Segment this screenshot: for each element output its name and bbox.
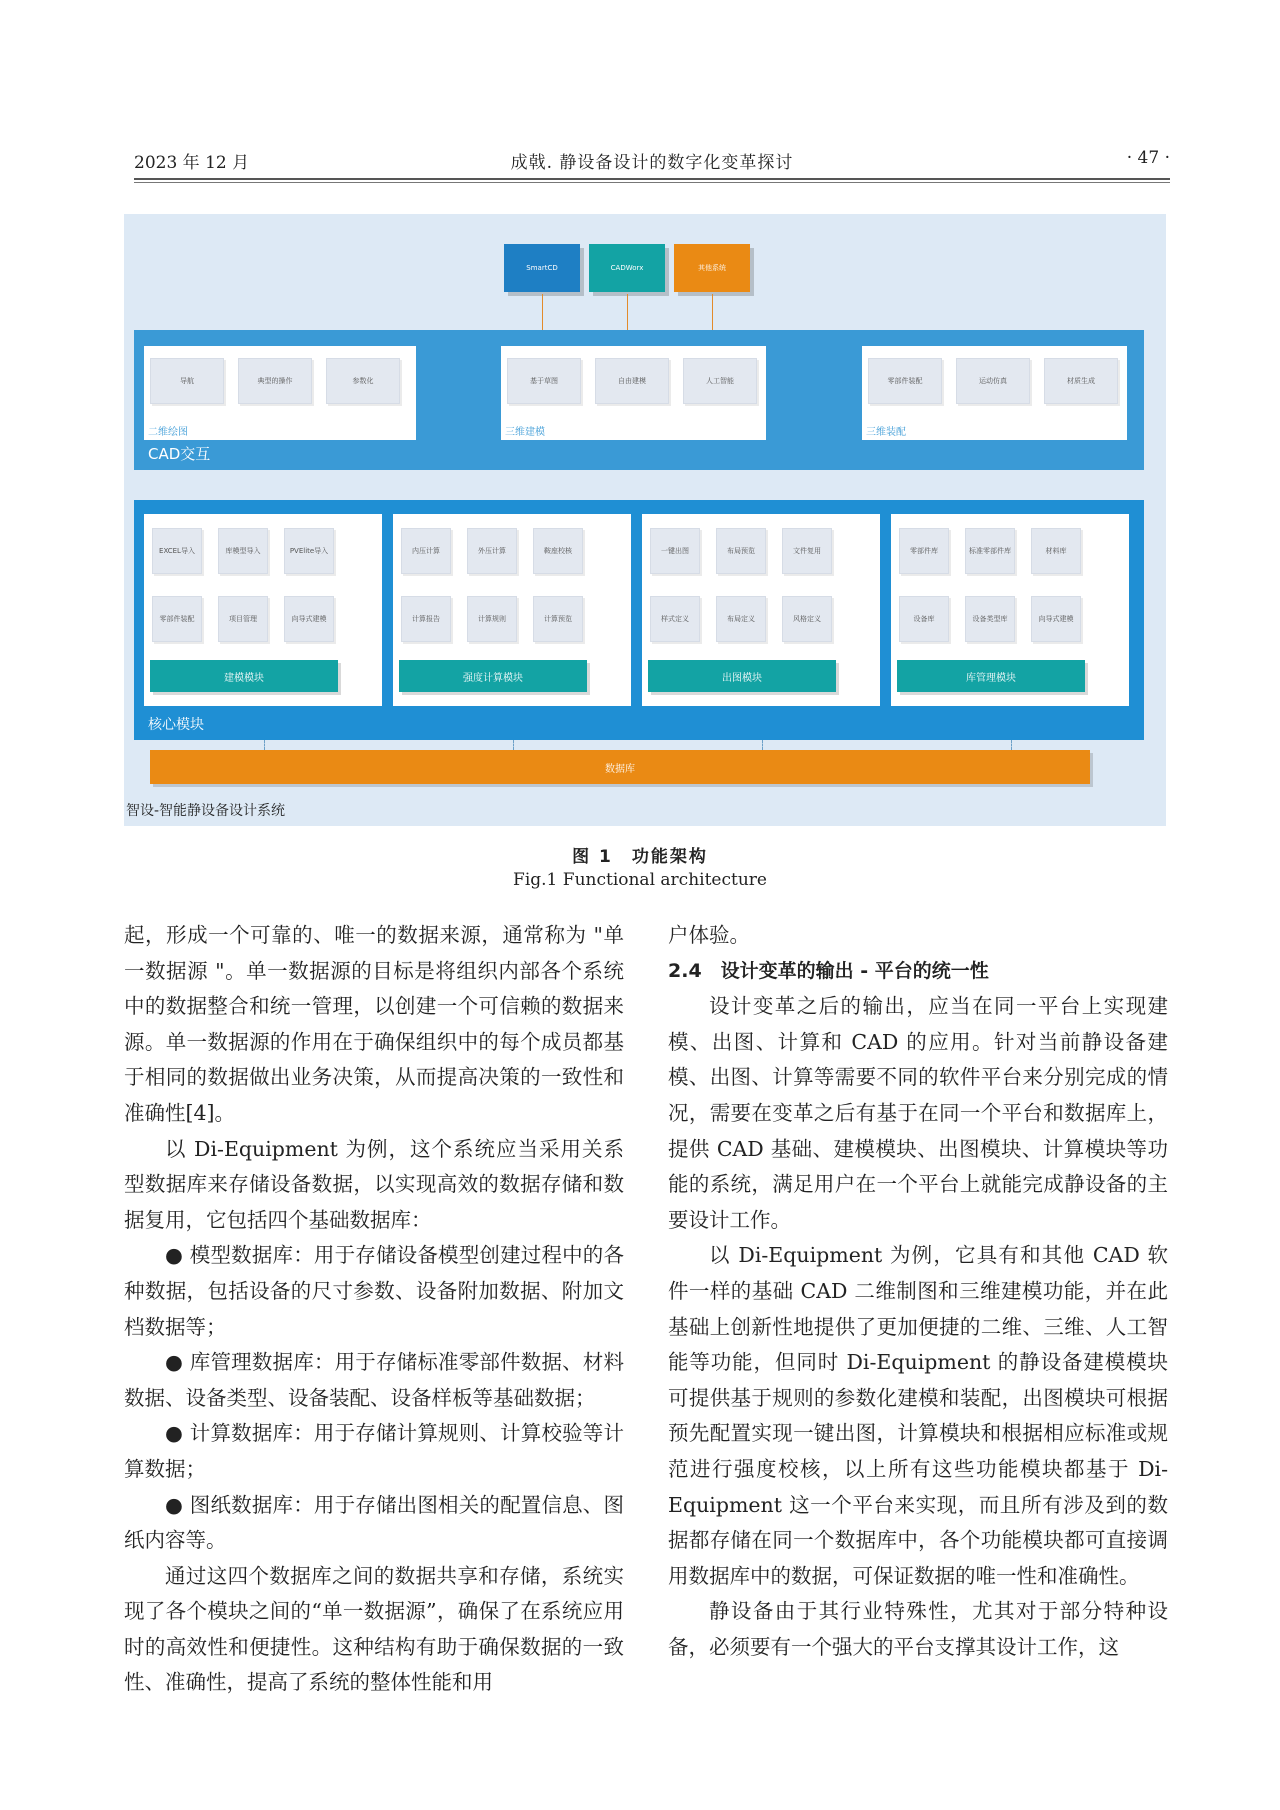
module-item: 文件复用 — [782, 528, 832, 574]
db-connector — [1011, 740, 1012, 750]
module-item: 设备类型库 — [965, 596, 1015, 642]
header-rule — [134, 178, 1170, 180]
cad-item: 人工智能 — [683, 358, 757, 404]
module-item: 外压计算 — [467, 528, 517, 574]
cad-item: 基于草图 — [507, 358, 581, 404]
db-connector — [264, 740, 265, 750]
figure-caption-en: Fig.1 Functional architecture — [513, 870, 767, 890]
cad-group-label: 三维装配 — [866, 427, 906, 438]
module-item: 设备库 — [899, 596, 949, 642]
module-title-bar: 出图模块 — [648, 660, 836, 692]
module-panel-strength-calc — [393, 514, 631, 706]
cad-item: 典型的操作 — [238, 358, 312, 404]
cad-layer — [134, 330, 1144, 470]
architecture-figure — [124, 214, 1166, 826]
core-layer — [134, 500, 1144, 740]
module-item: 库模型导入 — [218, 528, 268, 574]
module-title-bar: 库管理模块 — [897, 660, 1085, 692]
header-page-number: · 47 · — [1126, 148, 1170, 168]
module-item: 项目管理 — [218, 596, 268, 642]
module-item: 计算报告 — [401, 596, 451, 642]
module-item: 向导式建模 — [1031, 596, 1081, 642]
cad-item: 自由建模 — [595, 358, 669, 404]
module-item: PVElite导入 — [284, 528, 334, 574]
right-column — [668, 918, 1168, 1665]
module-item: 材料库 — [1031, 528, 1081, 574]
connector-line — [712, 294, 713, 330]
module-item: 鞍座校核 — [533, 528, 583, 574]
module-item: 内压计算 — [401, 528, 451, 574]
paragraph: 户体验。 — [668, 923, 750, 947]
paragraph: 以 Di-Equipment 为例，它具有和其他 CAD 软件一样的基础 CAD 二维制图和三维建模功能，并在此基础上创新性地提供了更加便捷的二维、三维、人工智能等功能，但同时 Di-Equipment 的静设备建模模块可提供基于规则的参数化建模和装配，出图模块可根据预先配置实现一键出图，计算模块和根据相应标准或规范进行强度校核，以上所有这些功能模块都基于 Di-Equipment 这一个平台来实现，而且所有涉及到的数据都存储在同一个数据库中，各个功能模块都可直接调用数据库中的数据，可保证数据的唯一性和准确性。 — [668, 1243, 1168, 1588]
module-item: 风格定义 — [782, 596, 832, 642]
cad-item: 零部件装配 — [868, 358, 942, 404]
system-label: 智设-智能静设备设计系统 — [126, 803, 286, 819]
running-header — [134, 148, 1170, 178]
module-item: 计算规则 — [467, 596, 517, 642]
left-column — [124, 918, 624, 1701]
header-rule-thin — [134, 182, 1170, 183]
software-box-cadworx: CADWorx — [589, 244, 665, 292]
module-item: 零部件库 — [899, 528, 949, 574]
module-item: 计算预览 — [533, 596, 583, 642]
cad-group-label: 二维绘图 — [148, 427, 188, 438]
module-item: 标准零部件库 — [965, 528, 1015, 574]
connector-line — [627, 294, 628, 330]
db-connector — [762, 740, 763, 750]
cad-item: 材质生成 — [1044, 358, 1118, 404]
database-bar: 数据库 — [150, 750, 1090, 784]
software-box-smartcd: SmartCD — [504, 244, 580, 292]
module-title-bar: 强度计算模块 — [399, 660, 587, 692]
cad-group-2d — [144, 346, 416, 440]
cad-item: 导航 — [150, 358, 224, 404]
module-item: 向导式建模 — [284, 596, 334, 642]
cad-group-3d-assembly — [862, 346, 1127, 440]
module-item: 布局预览 — [716, 528, 766, 574]
cad-group-3d-modeling — [501, 346, 766, 440]
cad-item: 参数化 — [326, 358, 400, 404]
paragraph: 设计变革之后的输出，应当在同一平台上实现建模、出图、计算和 CAD 的应用。针对当前静设备建模、出图、计算等需要不同的软件平台来分别完成的情况，需要在变革之后有基于在同一个平台和数据库上，提供 CAD 基础、建模模块、出图模块、计算模块等功能的系统，满足用户在一个平台上就能完成静设备的主要设计工作。 — [668, 994, 1168, 1232]
module-title-bar: 建模模块 — [150, 660, 338, 692]
figure-caption-cn: 图 1 功能架构 — [572, 847, 708, 867]
bullet-item: ● 图纸数据库：用于存储出图相关的配置信息、图纸内容等。 — [124, 1492, 624, 1553]
bullet-item: ● 库管理数据库：用于存储标准零部件数据、材料数据、设备类型、设备装配、设备样板等基础数据； — [124, 1350, 624, 1410]
section-heading: 2.4 设计变革的输出 - 平台的统一性 — [668, 959, 989, 982]
cad-layer-label: CAD交互 — [148, 445, 211, 463]
paragraph: 通过这四个数据库之间的数据共享和存储，系统实现了各个模块之间的“单一数据源”，确保了在系统应用时的高效性和便捷性。这种结构有助于确保数据的一致性、准确性，提高了系统的整体性能和用 — [124, 1563, 624, 1695]
paragraph: 静设备由于其行业特殊性，尤其对于部分特种设备，必须要有一个强大的平台支撑其设计工作，这 — [668, 1599, 1168, 1659]
module-panel-drawing — [642, 514, 880, 706]
header-date: 2023 年 12 月 — [134, 153, 250, 173]
module-item: 布局定义 — [716, 596, 766, 642]
cad-item: 运动仿真 — [956, 358, 1030, 404]
db-connector — [513, 740, 514, 750]
connector-line — [542, 294, 543, 330]
module-panel-modeling — [144, 514, 382, 706]
bullet-item: ● 计算数据库：用于存储计算规则、计算校验等计算数据； — [124, 1421, 624, 1481]
module-item: 一键出图 — [650, 528, 700, 574]
cad-group-label: 三维建模 — [505, 427, 545, 438]
header-title: 成戟. 静设备设计的数字化变革探讨 — [510, 153, 794, 173]
paragraph: 以 Di-Equipment 为例，这个系统应当采用关系型数据库来存储设备数据，以实现高效的数据存储和数据复用，它包括四个基础数据库： — [124, 1136, 624, 1232]
module-panel-library — [891, 514, 1129, 706]
module-item: EXCEL导入 — [152, 528, 202, 574]
module-item: 零部件装配 — [152, 596, 202, 642]
paragraph: 起，形成一个可靠的、唯一的数据来源，通常称为 "单一数据源 "。单一数据源的目标是将组织内部各个系统中的数据整合和统一管理，以创建一个可信赖的数据来源。单一数据源的作用在于确保组织中的每个成员都基于相同的数据做出业务决策，从而提高决策的一致性和准确性[4]。 — [124, 923, 624, 1125]
bullet-item: ● 模型数据库：用于存储设备模型创建过程中的各种数据，包括设备的尺寸参数、设备附加数据、附加文档数据等； — [124, 1243, 624, 1339]
module-item: 样式定义 — [650, 596, 700, 642]
software-box-other: 其他系统 — [674, 244, 750, 292]
core-layer-label: 核心模块 — [148, 717, 204, 733]
